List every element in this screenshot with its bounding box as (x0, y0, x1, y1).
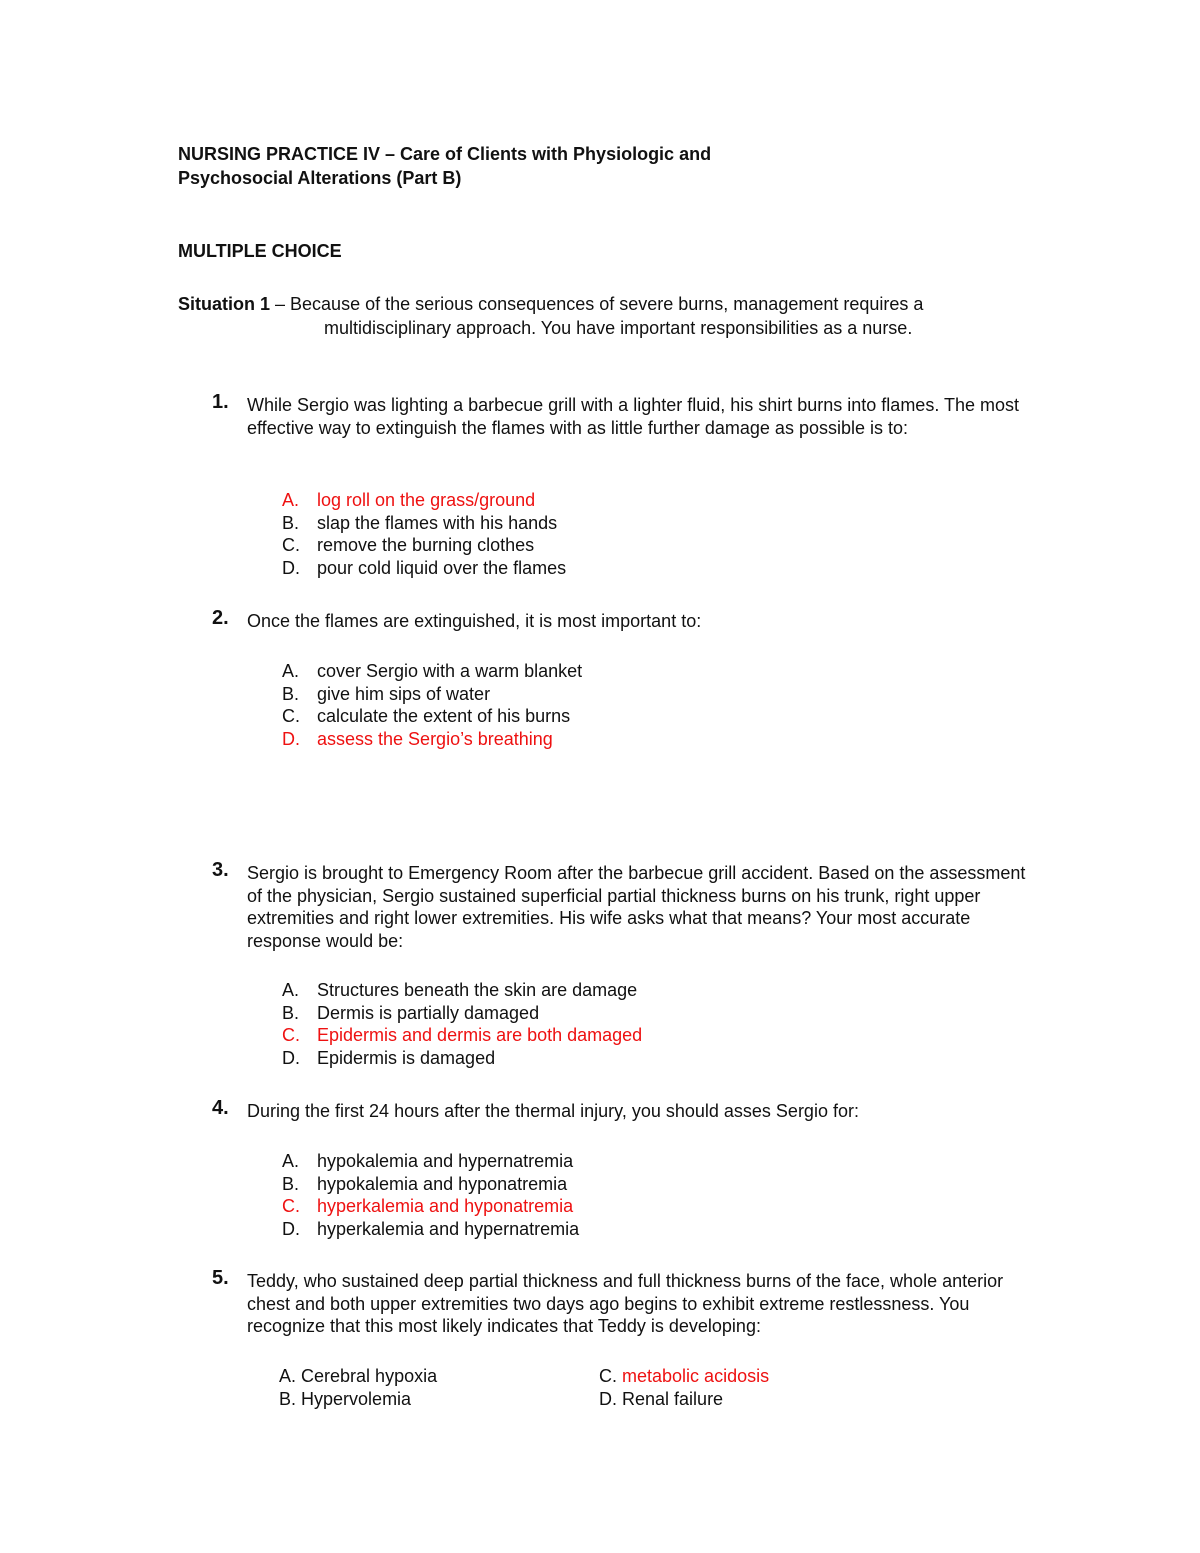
option-text: give him sips of water (317, 683, 491, 704)
option-list (282, 979, 642, 1070)
question-number: 3. (212, 859, 229, 881)
option-letter: A. (282, 490, 300, 510)
option-a (282, 1150, 579, 1173)
situation-label: Situation 1 (178, 294, 271, 314)
question-stem: Teddy, who sustained deep partial thickness and full thickness burns of the face, whole anterior chest and both upper extremities two days ago begins to exhibit extreme restlessness. You recognize that this most likely indicates that Teddy is developing: (247, 1271, 1004, 1337)
option-c (282, 1024, 642, 1047)
option-letter: A. (282, 980, 300, 1000)
question-stem: During the first 24 hours after the thermal injury, you should asses Sergio for: (247, 1101, 859, 1121)
option-text: Cerebral hypoxia (301, 1366, 438, 1386)
option-b (282, 1002, 642, 1025)
option-list (282, 489, 566, 580)
option-text: hypokalemia and hyponatremia (317, 1173, 568, 1194)
option-text: Epidermis is damaged (317, 1048, 496, 1069)
option-c (282, 534, 566, 557)
option-letter: B. (282, 1173, 300, 1194)
option-letter: B. (282, 683, 300, 704)
option-b (279, 1388, 411, 1411)
option-text: Dermis is partially damaged (317, 1002, 540, 1023)
option-letter: A. (282, 661, 300, 681)
option-letter: B. (279, 1388, 297, 1409)
document-title (178, 142, 711, 190)
option-d (599, 1388, 723, 1411)
option-letter: C. (282, 706, 300, 727)
option-text: hyperkalemia and hyponatremia (317, 1196, 574, 1217)
option-text: remove the burning clothes (317, 535, 535, 556)
option-a (282, 489, 566, 512)
option-b (282, 512, 566, 535)
option-letter: A. (282, 1151, 300, 1171)
option-text: Structures beneath the skin are damage (317, 980, 638, 1000)
option-d (282, 728, 582, 751)
option-text: pour cold liquid over the flames (317, 558, 567, 579)
situation-text-line-1: – Because of the serious consequences of severe burns, management requires a (270, 294, 924, 314)
option-letter: D. (282, 1048, 300, 1069)
option-letter: D. (282, 729, 300, 750)
option-a (282, 979, 642, 1002)
option-text: hyperkalemia and hypernatremia (317, 1219, 580, 1240)
option-letter: A. (279, 1366, 297, 1386)
question-number: 1. (212, 391, 229, 413)
option-c (282, 1195, 579, 1218)
title-line-1: NURSING PRACTICE IV – Care of Clients with Physiologic and (178, 144, 712, 164)
option-a (279, 1365, 437, 1388)
title-line-2: Psychosocial Alterations (Part B) (178, 168, 462, 188)
option-letter: D. (599, 1388, 617, 1409)
situation-paragraph (178, 292, 1078, 340)
question-number: 5. (212, 1267, 229, 1289)
option-list (282, 660, 582, 751)
option-letter: C. (282, 535, 300, 556)
question-stem: Sergio is brought to Emergency Room after the barbecue grill accident. Based on the assessment of the physician, Sergio sustained superficial partial thickness burns on his trunk, right upper extremities and right lower extremities. His wife asks what that means? Your most accurate response would be: (247, 863, 1026, 952)
option-d (282, 1047, 642, 1070)
option-text: calculate the extent of his burns (317, 706, 571, 727)
option-text: cover Sergio with a warm blanket (317, 661, 583, 681)
option-letter: C. (599, 1366, 617, 1386)
option-text: hypokalemia and hypernatremia (317, 1151, 574, 1171)
question-number: 4. (212, 1097, 229, 1119)
option-letter: D. (282, 1219, 300, 1240)
option-letter: B. (282, 512, 300, 533)
question-stem: While Sergio was lighting a barbecue grill with a lighter fluid, his shirt burns into flames. The most effective way to extinguish the flames with as little further damage as possible is to: (247, 395, 1020, 438)
option-text: slap the flames with his hands (317, 512, 558, 533)
option-text: Renal failure (622, 1388, 724, 1409)
option-letter: D. (282, 558, 300, 579)
option-list (282, 1150, 579, 1241)
option-b (282, 1173, 579, 1196)
option-c (282, 705, 582, 728)
question-number: 2. (212, 607, 229, 629)
option-letter: C. (282, 1196, 300, 1217)
option-text: assess the Sergio’s breathing (317, 729, 553, 750)
option-b (282, 683, 582, 706)
option-letter: C. (282, 1025, 300, 1046)
option-d (282, 1218, 579, 1241)
option-text: metabolic acidosis (622, 1366, 770, 1386)
option-a (282, 660, 582, 683)
situation-text-line-2: multidisciplinary approach. You have important responsibilities as a nurse. (324, 318, 913, 338)
question-stem: Once the flames are extinguished, it is most important to: (247, 611, 702, 631)
option-d (282, 557, 566, 580)
option-text: Hypervolemia (301, 1388, 412, 1409)
option-letter: B. (282, 1002, 300, 1023)
section-heading: MULTIPLE CHOICE (178, 241, 342, 261)
option-text: Epidermis and dermis are both damaged (317, 1025, 643, 1046)
option-c (599, 1365, 769, 1388)
option-text: log roll on the grass/ground (317, 490, 536, 510)
